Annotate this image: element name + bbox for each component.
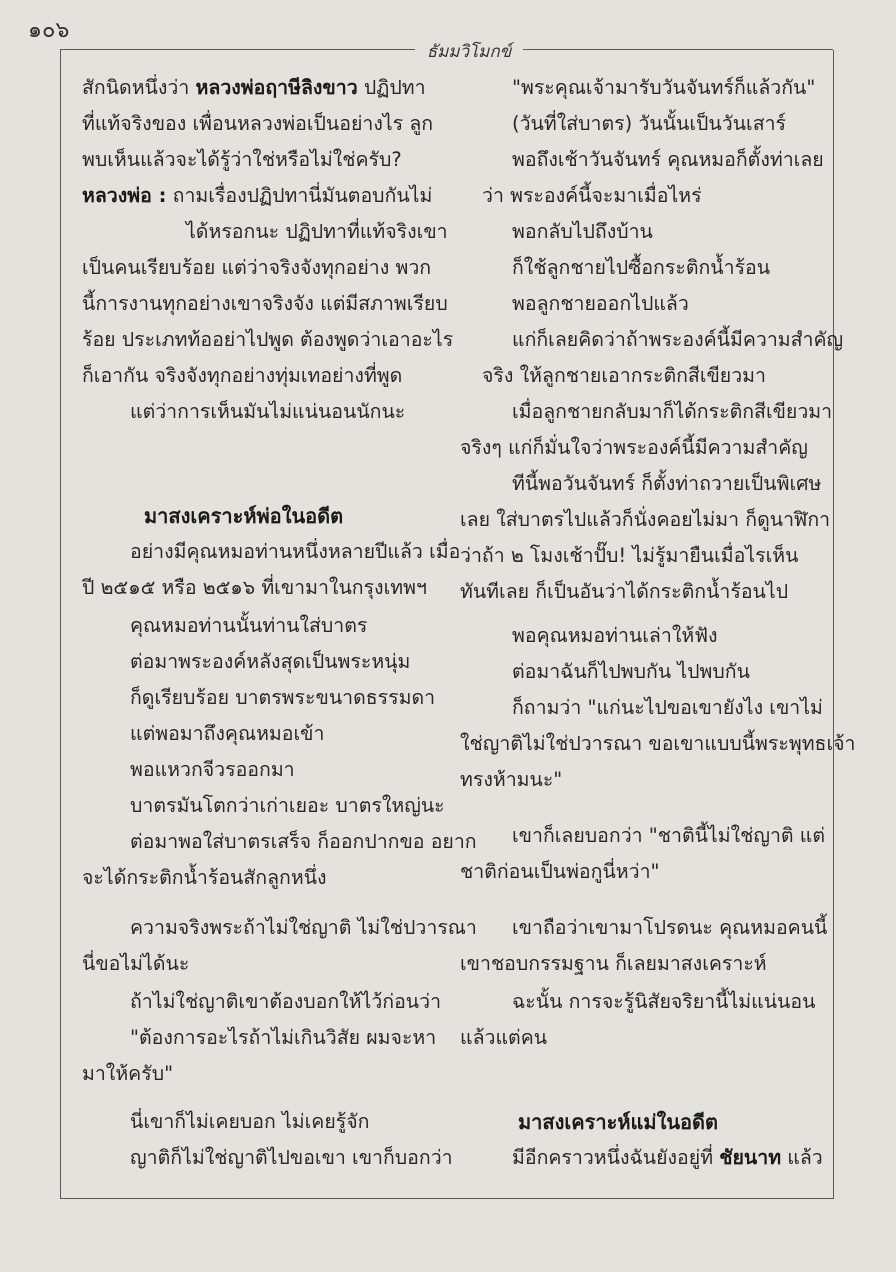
text-line: อย่างมีคุณหมอท่านหนึ่งหลายปีแล้ว เมื่อ [130,540,461,563]
text-line: ใช่ญาติไม่ใช่ปวารณา ขอเขาแบบนี้พระพุทธเจ้า [460,732,856,755]
text-line: เป็นคนเรียบร้อย แต่ว่าจริงจังทุกอย่าง พวก [82,256,432,279]
text-line: ญาติก็ไม่ใช่ญาติไปขอเขา เขาก็บอกว่า [130,1146,453,1169]
text-line: ว่า พระองค์นี้จะมาเมื่อไหร่ [482,184,702,207]
text-line: พอแหวกจีวรออกมา [130,758,295,781]
text-line: ต่อมาฉันก็ไปพบกัน ไปพบกัน [512,660,750,683]
text-line: พบเห็นแล้วจะได้รู้ว่าใช่หรือไม่ใช่ครับ? [82,148,402,171]
text-line: ถ้าไม่ใช่ญาติเขาต้องบอกให้ไว้ก่อนว่า [130,990,442,1013]
text-line: ปี ๒๕๑๕ หรือ ๒๕๑๖ ที่เขามาในกรุงเทพฯ [82,576,427,599]
text-line: ทรงห้ามนะ" [460,768,563,791]
text-line: จริง ให้ลูกชายเอากระติกสีเขียวมา [482,364,766,387]
running-title: ธัมมวิโมกข์ [426,42,512,62]
text-line: นี้การงานทุกอย่างเขาจริงจัง แต่มีสภาพเรียบ [82,292,448,315]
text-line: ความจริงพระถ้าไม่ใช่ญาติ ไม่ใช่ปวารณา [130,916,477,939]
text-line: เมื่อลูกชายกลับมาก็ได้กระติกสีเขียวมา [512,400,833,423]
text-line: บาตรมันโตกว่าเก่าเยอะ บาตรใหญ่นะ [130,794,445,817]
text-line: ว่าถ้า ๒ โมงเช้าปั๊บ! ไม่รู้มายืนเมื่อไรเห็น [460,544,799,567]
text-line: คุณหมอท่านนั้นท่านใส่บาตร [130,614,368,637]
text-span: ปฏิปทา [357,76,426,99]
speaker-label: หลวงพ่อ : [82,184,167,207]
text-span: สักนิดหนึ่งว่า [82,76,196,99]
text-line: ก็เอากัน จริงจังทุกอย่างทุ่มเทอย่างที่พูด [82,364,403,387]
text-line: แก่ก็เลยคิดว่าถ้าพระองค์นี้มีความสำคัญ [512,328,844,351]
text-line: ต่อมาพระองค์หลังสุดเป็นพระหนุ่ม [130,650,411,673]
text-line: มาให้ครับ" [82,1062,174,1085]
text-line: พอถึงเช้าวันจันทร์ คุณหมอก็ตั้งท่าเลย [512,148,824,171]
text-line: แต่ว่าการเห็นมันไม่แน่นอนนักนะ [130,400,406,423]
text-line: ก็ดูเรียบร้อย บาตรพระขนาดธรรมดา [130,686,436,709]
text-line: "ต้องการอะไรถ้าไม่เกินวิสัย ผมจะหา [130,1026,437,1049]
text-line: นี่ขอไม่ได้นะ [82,952,190,975]
text-line: เขาถือว่าเขามาโปรดนะ คุณหมอคนนี้ [512,916,828,939]
bold-place-name: ชัยนาท [719,1146,782,1169]
text-line: จริงๆ แก่ก็มั่นใจว่าพระองค์นี้มีความสำคัญ [460,436,808,459]
text-line [512,1142,823,1174]
text-line: พอคุณหมอท่านเล่าให้ฟัง [512,624,718,647]
text-line: (วันที่ใส่บาตร) วันนั้นเป็นวันเสาร์ [512,112,787,135]
text-line: ได้หรอกนะ ปฏิปทาที่แท้จริงเขา [186,220,448,243]
text-line: ฉะนั้น การจะรู้นิสัยจริยานี้ไม่แน่นอน [512,990,816,1013]
text-line: ก็ถามว่า "แก่นะไปขอเขายังไง เขาไม่ [512,696,823,719]
text-line: ที่แท้จริงของ เพื่อนหลวงพ่อเป็นอย่างไร ลูก [82,112,434,135]
page-number: ๑๐๖ [28,18,70,43]
text-line: นี่เขาก็ไม่เคยบอก ไม่เคยรู้จัก [130,1110,370,1133]
text-line: พอกลับไปถึงบ้าน [512,220,653,243]
text-line: พอลูกชายออกไปแล้ว [512,292,689,315]
text-line: แต่พอมาถึงคุณหมอเข้า [130,722,325,745]
text-line: ทันทีเลย ก็เป็นอันว่าได้กระติกน้ำร้อนไป [460,580,789,603]
text-line: ร้อย ประเภทท้ออย่าไปพูด ต้องพูดว่าเอาอะไร [82,328,454,351]
text-line: "พระคุณเจ้ามารับวันจันทร์ก็แล้วกัน" [512,76,816,99]
text-span: แล้ว [781,1146,823,1169]
text-line: จะได้กระติกน้ำร้อนสักลูกหนึ่ง [82,866,327,889]
text-line: เขาชอบกรรมฐาน ก็เลยมาสงเคราะห์ [460,952,767,975]
text-line: ต่อมาพอใส่บาตรเสร็จ ก็ออกปากขอ อยาก [130,830,477,853]
text-line: ชาติก่อนเป็นพ่อกูนี่หว่า" [460,860,660,883]
text-span: มีอีกคราวหนึ่งฉันยังอยู่ที่ [512,1146,720,1169]
text-line: ทีนี้พอวันจันทร์ ก็ตั้งท่าถวายเป็นพิเศษ [512,472,822,495]
section-heading: มาสงเคราะห์พ่อในอดีต [144,504,344,528]
section-heading: มาสงเคราะห์แม่ในอดีต [518,1110,718,1134]
text-line: เลย ใส่บาตรไปแล้วก็นั่งคอยไม่มา ก็ดูนาฬิกา [460,508,831,531]
text-span: ถามเรื่องปฏิปทานี่มันตอบกันไม่ [166,184,433,207]
bold-name: หลวงพ่อฤาษีลิงขาว [195,76,358,99]
text-line: เขาก็เลยบอกว่า "ชาตินี้ไม่ใช่ญาติ แต่ [512,824,826,847]
text-line: ก็ใช้ลูกชายไปซื้อกระติกน้ำร้อน [512,256,771,279]
text-line [82,72,426,104]
text-line [82,180,432,212]
text-line: แล้วแต่คน [460,1026,548,1049]
